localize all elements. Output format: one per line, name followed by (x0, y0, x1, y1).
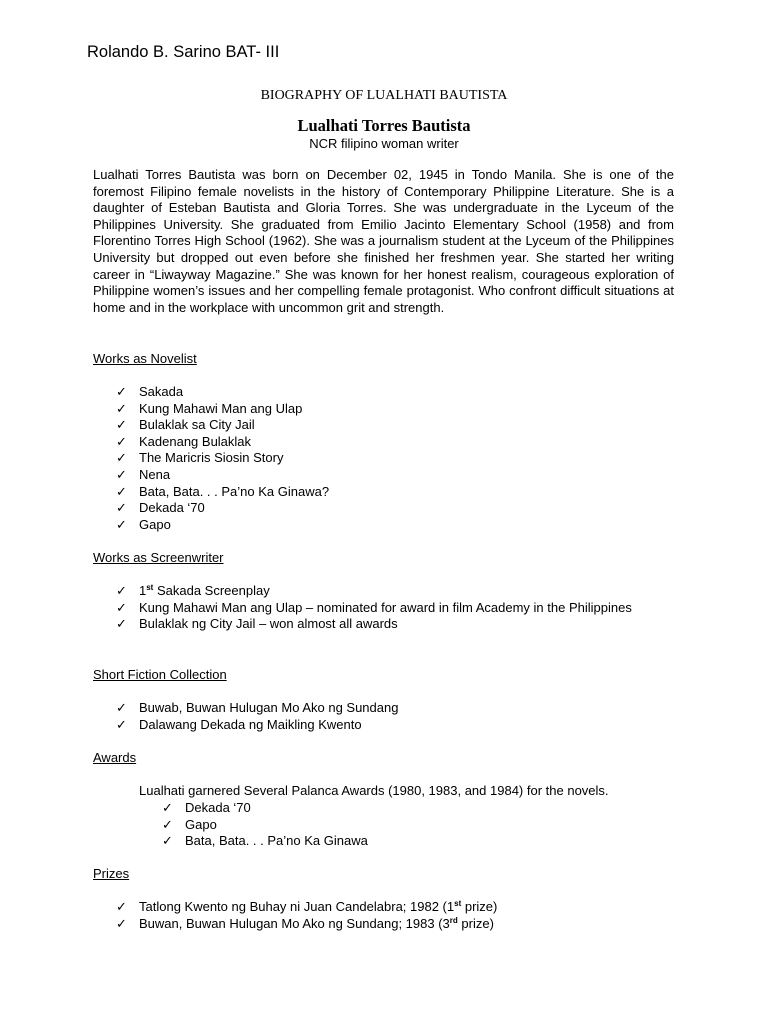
short-fiction-heading: Short Fiction Collection (93, 667, 227, 682)
checkmark-icon: ✓ (116, 500, 127, 516)
list-item: ✓ Kung Mahawi Man ang Ulap – nominated for award in film Academy in the Philippines (116, 599, 632, 615)
checkmark-icon: ✓ (162, 816, 173, 832)
list-item: ✓ Gapo (162, 816, 217, 832)
list-item: ✓ Bulaklak ng City Jail – won almost all awards (116, 616, 398, 632)
awards-list (162, 800, 662, 850)
awards-intro: Lualhati garnered Several Palanca Awards (1980, 1983, and 1984) for the novels. (139, 783, 609, 798)
subject-tagline: NCR filipino woman writer (309, 136, 459, 151)
list-item: ✓ Bulaklak sa City Jail (116, 417, 255, 433)
novelist-list (116, 384, 674, 533)
list-item: ✓ The Maricris Siosin Story (116, 450, 284, 466)
list-item: ✓ Dekada ‘70 (162, 800, 251, 815)
novelist-heading: Works as Novelist (93, 351, 197, 366)
list-item: ✓ 1st Sakada Screenplay (116, 583, 270, 598)
list-item: ✓ Nena (116, 466, 171, 482)
awards-heading: Awards (93, 750, 137, 765)
checkmark-icon: ✓ (162, 833, 173, 849)
checkmark-icon: ✓ (116, 400, 127, 416)
checkmark-icon: ✓ (116, 483, 127, 499)
list-item: ✓ Buwan, Buwan Hulugan Mo Ako ng Sundang; 1983 (3rd prize) (116, 915, 494, 931)
list-item: ✓ Dalawang Dekada ng Maikling Kwento (116, 716, 362, 732)
checkmark-icon: ✓ (116, 700, 127, 715)
checkmark-icon: ✓ (116, 915, 127, 931)
checkmark-icon: ✓ (116, 599, 127, 615)
list-item: ✓ Dekada ‘70 (116, 500, 205, 516)
list-item: ✓ Bata, Bata. . . Pa’no Ka Ginawa? (116, 483, 330, 499)
list-item: ✓ Sakada (116, 384, 184, 399)
checkmark-icon: ✓ (116, 616, 127, 632)
list-item: ✓ Tatlong Kwento ng Buhay ni Juan Candelabra; 1982 (1st prize) (116, 899, 498, 914)
list-item: ✓ Buwab, Buwan Hulugan Mo Ako ng Sundang (116, 700, 399, 715)
checkmark-icon: ✓ (116, 716, 127, 732)
checkmark-icon: ✓ (116, 899, 127, 914)
biography-paragraph: Lualhati Torres Bautista was born on December 02, 1945 in Tondo Manila. She is one of the foremost Filipino female novelists in the history of Contemporary Philippine Literature. She is a daughter of Esteban Bautista and Gloria Torres. She was undergraduate in the Lyceum of the Philippines University. She graduated from Emilio Jacinto Elementary School (1958) and from Florentino Torres High School (1962). She was a journalism student at the Lyceum of the Philippines University but dropped out even before she finished her freshmen year. She started her writing career in “Liwayway Magazine.” She was known for her honest realism, courageous exploration of Philippine women’s issues and her compelling female protagonist. Who confront difficult situations at home and in the workplace with uncommon grit and strength. (93, 167, 674, 315)
checkmark-icon: ✓ (116, 466, 127, 482)
checkmark-icon: ✓ (116, 384, 127, 399)
checkmark-icon: ✓ (116, 417, 127, 433)
checkmark-icon: ✓ (116, 433, 127, 449)
list-item: ✓ Kadenang Bulaklak (116, 433, 252, 449)
checkmark-icon: ✓ (116, 583, 127, 598)
document-title: BIOGRAPHY OF LUALHATI BAUTISTA (260, 88, 508, 103)
author-line: Rolando B. Sarino BAT- III (87, 43, 280, 61)
prizes-heading: Prizes (93, 866, 130, 881)
list-item: ✓ Gapo (116, 516, 171, 532)
checkmark-icon: ✓ (162, 800, 173, 815)
subject-name: Lualhati Torres Bautista (297, 116, 471, 135)
prizes-list (116, 899, 674, 932)
list-item: ✓ Bata, Bata. . . Pa’no Ka Ginawa (162, 833, 368, 849)
screenwriter-list (116, 583, 674, 633)
checkmark-icon: ✓ (116, 450, 127, 466)
list-item: ✓ Kung Mahawi Man ang Ulap (116, 400, 303, 416)
short-fiction-list (116, 700, 674, 733)
screenwriter-heading: Works as Screenwriter (93, 550, 224, 565)
checkmark-icon: ✓ (116, 516, 127, 532)
